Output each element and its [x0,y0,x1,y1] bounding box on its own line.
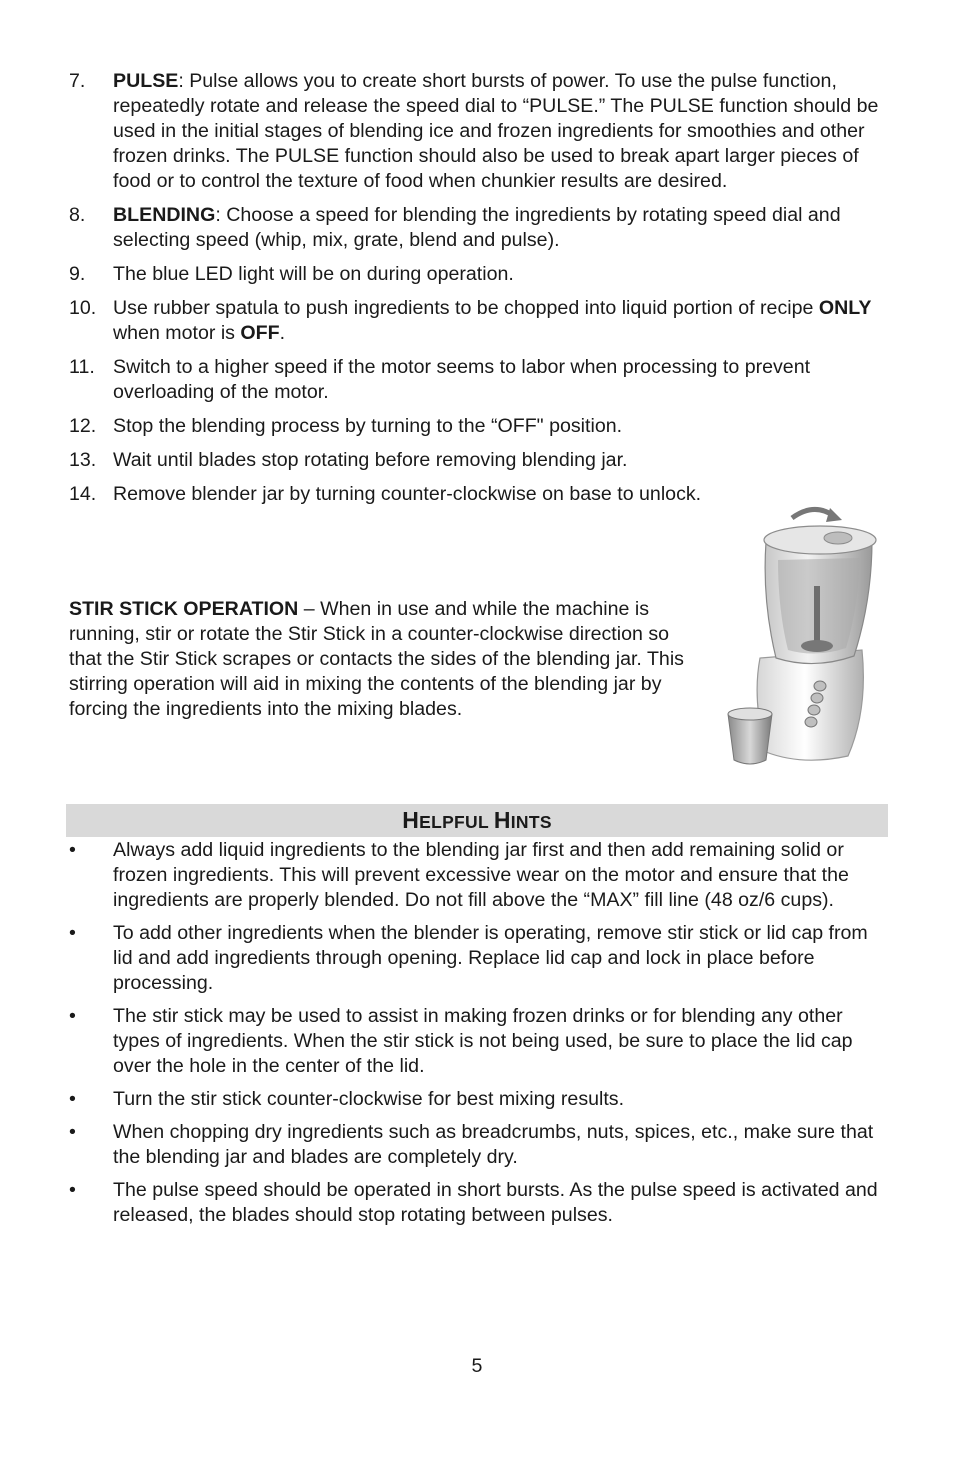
step-emphasis-off: OFF [240,322,280,344]
step-number: 11. [69,356,95,378]
step-emphasis-only: ONLY [818,297,872,319]
hint-text: When chopping dry ingredients such as breadcrumbs, nuts, spices, etc., make sure that the blending jar and blades are completely dry. [113,1121,874,1168]
bullet-icon: • [69,1121,76,1143]
step-14 [69,482,703,507]
step-text: . [279,322,286,344]
bullet-icon: • [69,922,76,944]
step-11 [69,355,889,405]
page-number: 5 [471,1355,483,1377]
blender-illustration [722,500,882,772]
step-text: Use rubber spatula to push ingredients to be chopped into liquid portion of recipe [113,297,819,319]
step-9 [69,262,889,287]
step-text: Wait until blades stop rotating before removing blending jar. [113,449,628,471]
step-number: 13. [69,449,97,471]
step-number: 8. [69,204,86,226]
step-number: 14. [69,483,97,505]
step-text: Switch to a higher speed if the motor seems to labor when processing to prevent overloading of the motor. [113,356,811,403]
step-heading-blending: BLENDING [113,204,216,226]
step-text: : Choose a speed for blending the ingredients by rotating speed dial and selecting speed (whip, mix, grate, blend and pulse). [113,204,841,251]
stir-stick-heading: STIR STICK OPERATION [69,598,299,620]
step-12 [69,414,889,439]
hint-item [69,921,889,996]
helpful-hints-heading-bar [66,804,888,837]
hint-item [69,1120,889,1170]
hint-item [69,1004,889,1079]
helpful-hints-title: HELPFUL HINTS [402,807,552,833]
hint-item [69,1178,889,1228]
step-7 [69,69,889,194]
bullet-icon: • [69,1179,76,1201]
helpful-hints-list [69,838,889,1236]
step-text: when motor is [113,322,241,344]
step-number: 7. [69,70,86,92]
hint-text: Turn the stir stick counter-clockwise for best mixing results. [113,1088,625,1110]
step-number: 10. [69,297,97,319]
bullet-icon: • [69,1088,76,1110]
instruction-steps [69,69,889,516]
step-13 [69,448,889,473]
step-text: : Pulse allows you to create short bursts of power. To use the pulse function, repeatedly rotate and release the speed dial to “PULSE.” The PULSE function should be used in the initial stages of blending ice and frozen ingredients for smoothies and other frozen drinks. The PULSE function should also be used to break apart larger pieces of food or to control the texture of food when chunkier results are desired. [113,70,879,192]
stir-stick-paragraph [69,597,699,722]
step-text: Stop the blending process by turning to the “OFF" position. [113,415,623,437]
hint-item [69,1087,889,1112]
step-8 [69,203,889,253]
stir-stick-text: – When in use and while the machine is running, stir or rotate the Stir Stick in a counter-clockwise direction so that the Stir Stick scrapes or contacts the sides of the blending jar. This stirring operation will aid in mixing the contents of the blending jar by forcing the ingredients into the mixing blades. [69,598,684,720]
step-number: 12. [69,415,97,437]
step-number: 9. [69,263,86,285]
step-text: The blue LED light will be on during operation. [113,263,514,285]
step-text: Remove blender jar by turning counter-clockwise on base to unlock. [113,483,702,505]
hint-item [69,838,889,913]
bullet-icon: • [69,1005,76,1027]
hint-text: To add other ingredients when the blender is operating, remove stir stick or lid cap from lid and add ingredients through opening. Replace lid cap and lock in place before processing. [113,922,868,994]
hint-text: The stir stick may be used to assist in making frozen drinks or for blending any other types of ingredients. When the stir stick is not being used, be sure to place the lid cap over the hole in the center of the lid. [113,1005,853,1077]
hint-text: Always add liquid ingredients to the blending jar first and then add remaining solid or frozen ingredients. This will prevent excessive wear on the motor and ensure that the ingredients are properly blended. Do not fill above the “MAX” fill line (48 oz/6 cups). [113,839,849,911]
hint-text: The pulse speed should be operated in short bursts. As the pulse speed is activated and released, the blades should stop rotating between pulses. [113,1179,878,1226]
step-heading-pulse: PULSE [113,70,179,92]
step-10 [69,296,889,346]
bullet-icon: • [69,839,76,861]
